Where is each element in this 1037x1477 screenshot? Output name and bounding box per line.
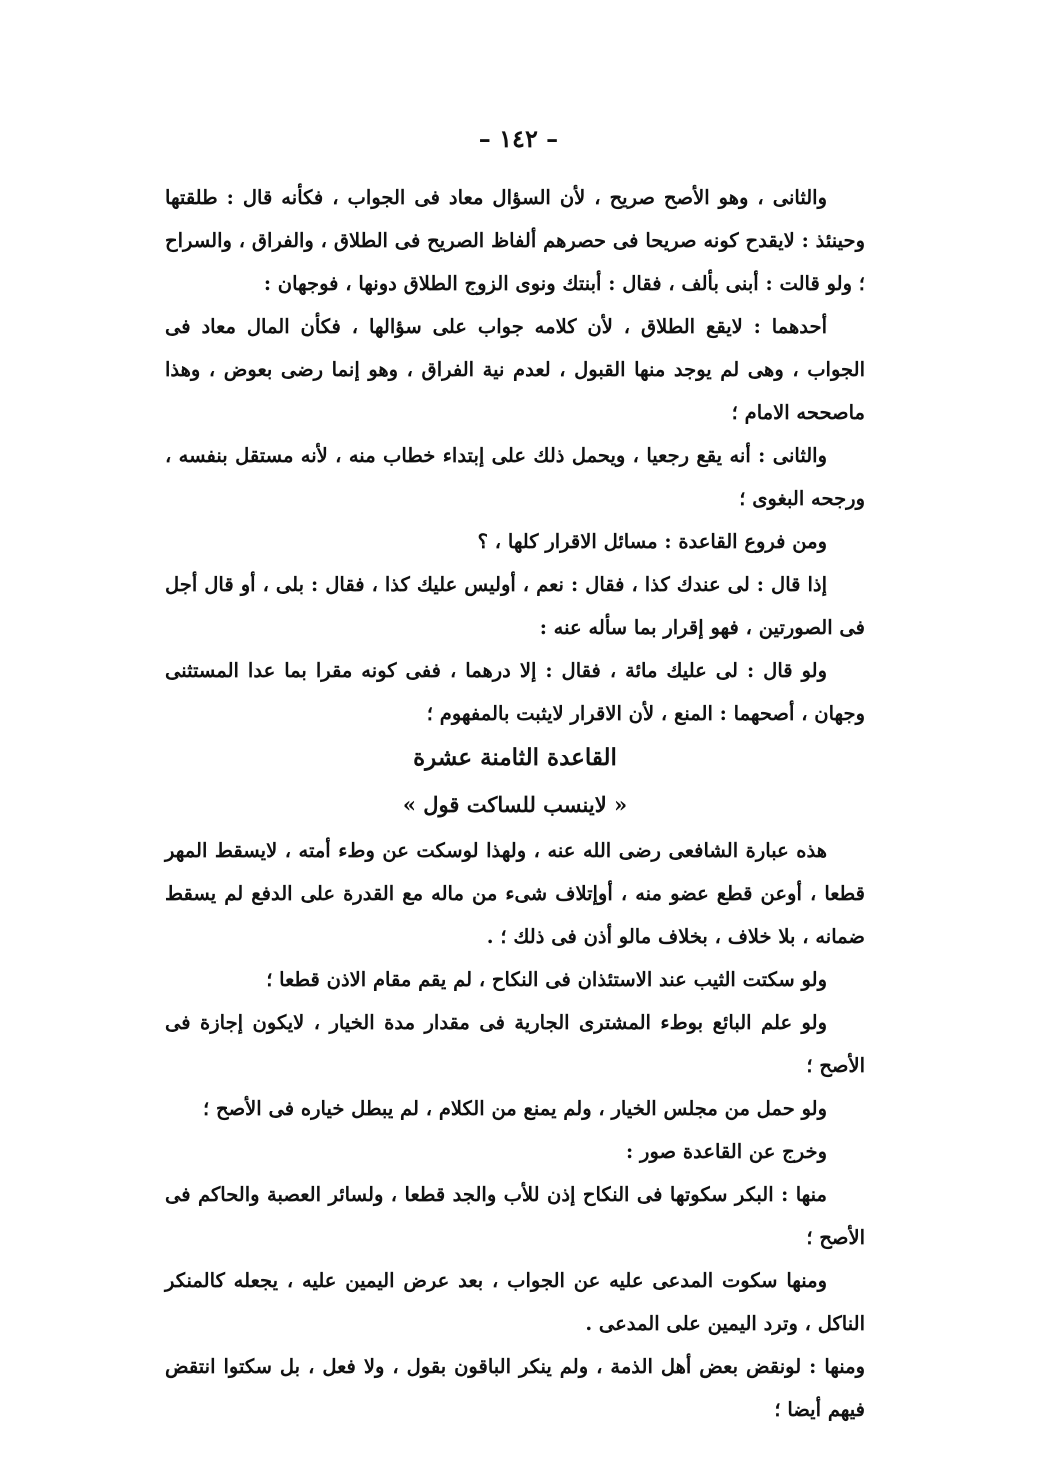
paragraphs-before-section: [165, 176, 865, 735]
paragraph: منها : البكر سكوتها فى النكاح إذن للأب والجد قطعا ، ولسائر العصبة والحاكم فى الأصح ؛: [165, 1183, 865, 1249]
paragraph: هذه عبارة الشافعى رضى الله عنه ، ولهذا لوسكت عن وطء أمته ، لايسقط المهر قطعا ، أوعن قطع عضو منه ، أوإتلاف شىء من ماله مع القدرة على الدفع لم يسقط ضمانه ، بلا خلاف ، بخلاف مالو أذن فى ذلك ؛ .: [165, 839, 865, 948]
section-title: القاعدة الثامنة عشرة: [413, 744, 617, 771]
paragraph: أحدهما : لايقع الطلاق ، لأن كلامه جواب على سؤالها ، فكأن المال معاد فى الجواب ، وهى لم يوجد منها القبول ، لعدم نية الفراق ، وهو إنما رضى بعوض ، وهذا ماصححه الامام ؛: [165, 315, 865, 424]
paragraph: إذا قال : لى عندك كذا ، فقال : نعم ، أوليس عليك كذا ، فقال : بلى ، أو قال أجل فى الصورتين ، فهو إقرار بما سأله عنه :: [165, 573, 865, 639]
paragraph: ولو قال : لى عليك مائة ، فقال : إلا درهما ، ففى كونه مقرا بما عدا المستثنى وجهان ، أصحهما : المنع ، لأن الاقرار لايثبت بالمفهوم ؛: [165, 659, 865, 725]
page-number: – ١٤٢ –: [478, 124, 559, 153]
paragraph: ولو سكتت الثيب عند الاستئذان فى النكاح ، لم يقم مقام الاذن قطعا ؛: [266, 968, 827, 991]
paragraph: والثانى : أنه يقع رجعيا ، ويحمل ذلك على إبتداء خطاب منه ، لأنه مستقل بنفسه ، ورجحه البغوى ؛: [165, 444, 865, 510]
page-body: [165, 176, 865, 1431]
paragraph: ولو علم البائع بوطء المشترى الجارية فى مقدار مدة الخيار ، لايكون إجازة فى الأصح ؛: [165, 1011, 865, 1077]
paragraph: وخرج عن القاعدة صور :: [626, 1140, 827, 1163]
section-subtitle: « لاينسب للساكت قول »: [402, 792, 628, 817]
paragraph: ومنها سكوت المدعى عليه عن الجواب ، بعد عرض اليمين عليه ، يجعله كالمنكر الناكل ، وترد اليمين على المدعى .: [165, 1269, 865, 1335]
paragraph: ولو حمل من مجلس الخيار ، ولم يمنع من الكلام ، لم يبطل خياره فى الأصح ؛: [203, 1097, 827, 1120]
paragraph: ومنها : لونقض بعض أهل الذمة ، ولم ينكر الباقون بقول ، ولا فعل ، بل سكتوا انتقض فيهم أيضا ؛: [165, 1355, 865, 1421]
paragraph: والثانى ، وهو الأصح صريح ، لأن السؤال معاد فى الجواب ، فكأنه قال : طلقتها وحينئذ : لايقدح كونه صريحا فى حصرهم ألفاظ الصريح فى الطلاق ، والفراق ، والسراح ؛ ولو قالت : أبنى بألف ، فقال : أبنتك ونوى الزوج الطلاق دونها ، فوجهان :: [165, 186, 865, 295]
paragraph: ومن فروع القاعدة : مسائل الاقرار كلها ، ؟: [477, 530, 827, 553]
paragraphs-after-section: [165, 829, 865, 1431]
